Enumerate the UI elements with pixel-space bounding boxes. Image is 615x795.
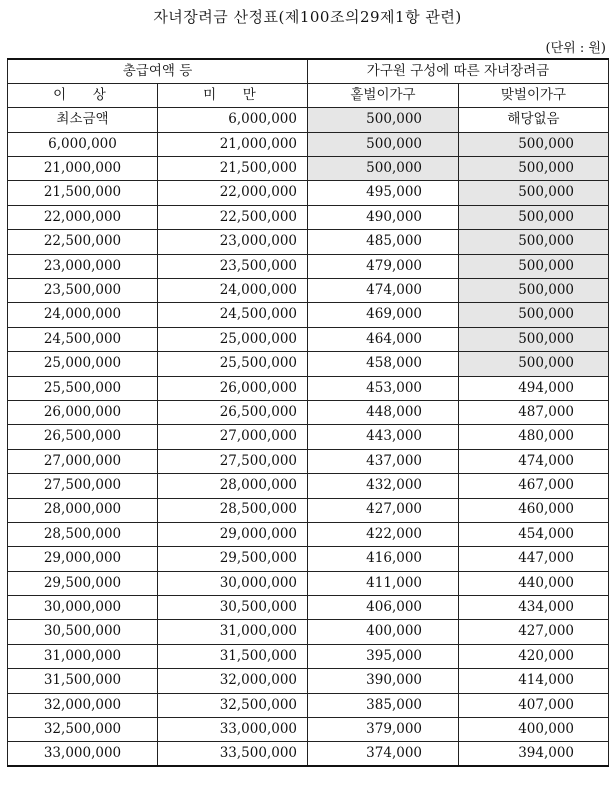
dual-earner-cell: 427,000 (459, 620, 609, 644)
dual-earner-cell: 487,000 (459, 400, 609, 424)
table-row (8, 205, 609, 229)
income-from-cell: 27,000,000 (8, 449, 158, 473)
table-row (8, 108, 609, 132)
income-to-cell: 25,500,000 (158, 352, 308, 376)
header-to: 미 만 (158, 83, 308, 107)
single-earner-cell: 416,000 (308, 547, 459, 571)
single-earner-cell: 485,000 (308, 230, 459, 254)
income-to-cell: 31,000,000 (158, 620, 308, 644)
single-earner-cell: 437,000 (308, 449, 459, 473)
income-from-cell: 26,500,000 (8, 425, 158, 449)
dual-earner-cell: 494,000 (459, 376, 609, 400)
dual-earner-cell: 454,000 (459, 522, 609, 546)
single-earner-cell: 500,000 (308, 157, 459, 181)
dual-earner-cell: 480,000 (459, 425, 609, 449)
income-from-cell: 23,000,000 (8, 254, 158, 278)
income-from-cell: 31,500,000 (8, 669, 158, 693)
single-earner-cell: 385,000 (308, 693, 459, 717)
single-earner-cell: 464,000 (308, 327, 459, 351)
single-earner-cell: 432,000 (308, 474, 459, 498)
dual-earner-cell: 500,000 (459, 279, 609, 303)
table-row (8, 400, 609, 424)
income-from-cell: 22,000,000 (8, 205, 158, 229)
table-row (8, 449, 609, 473)
dual-earner-cell: 500,000 (459, 230, 609, 254)
income-from-cell: 6,000,000 (8, 132, 158, 156)
single-earner-cell: 443,000 (308, 425, 459, 449)
single-earner-cell: 422,000 (308, 522, 459, 546)
income-from-cell: 32,500,000 (8, 718, 158, 742)
income-to-cell: 26,500,000 (158, 400, 308, 424)
single-earner-cell: 500,000 (308, 108, 459, 132)
income-from-cell: 25,500,000 (8, 376, 158, 400)
dual-earner-cell: 407,000 (459, 693, 609, 717)
income-to-cell: 30,500,000 (158, 596, 308, 620)
income-from-cell: 24,500,000 (8, 327, 158, 351)
single-earner-cell: 479,000 (308, 254, 459, 278)
income-to-cell: 6,000,000 (158, 108, 308, 132)
income-to-cell: 28,500,000 (158, 498, 308, 522)
unit-note: (단위 : 원) (545, 41, 606, 56)
single-earner-cell: 379,000 (308, 718, 459, 742)
single-earner-cell: 400,000 (308, 620, 459, 644)
table-row (8, 522, 609, 546)
dual-earner-cell: 414,000 (459, 669, 609, 693)
table-row (8, 644, 609, 668)
income-from-cell: 22,500,000 (8, 230, 158, 254)
table-row (8, 230, 609, 254)
single-earner-cell: 490,000 (308, 205, 459, 229)
income-to-cell: 29,000,000 (158, 522, 308, 546)
header-single-earner: 홑벌이가구 (308, 83, 459, 107)
dual-earner-cell: 447,000 (459, 547, 609, 571)
income-to-cell: 21,000,000 (158, 132, 308, 156)
table-row (8, 718, 609, 742)
income-to-cell: 26,000,000 (158, 376, 308, 400)
header-group-row (8, 59, 609, 83)
dual-earner-cell: 400,000 (459, 718, 609, 742)
single-earner-cell: 453,000 (308, 376, 459, 400)
table-row (8, 571, 609, 595)
income-to-cell: 22,000,000 (158, 181, 308, 205)
single-earner-cell: 469,000 (308, 303, 459, 327)
income-from-cell: 24,000,000 (8, 303, 158, 327)
header-income: 총급여액 등 (8, 59, 308, 83)
single-earner-cell: 427,000 (308, 498, 459, 522)
dual-earner-cell: 500,000 (459, 132, 609, 156)
income-to-cell: 23,500,000 (158, 254, 308, 278)
single-earner-cell: 395,000 (308, 644, 459, 668)
table-row (8, 620, 609, 644)
table-row (8, 669, 609, 693)
income-to-cell: 29,500,000 (158, 547, 308, 571)
income-from-cell: 33,000,000 (8, 742, 158, 766)
table-row (8, 425, 609, 449)
table-row (8, 181, 609, 205)
dual-earner-cell: 420,000 (459, 644, 609, 668)
single-earner-cell: 411,000 (308, 571, 459, 595)
calculation-table (7, 58, 609, 767)
dual-earner-cell: 500,000 (459, 352, 609, 376)
income-from-cell: 29,500,000 (8, 571, 158, 595)
single-earner-cell: 500,000 (308, 132, 459, 156)
dual-earner-cell: 474,000 (459, 449, 609, 473)
table-row (8, 376, 609, 400)
dual-earner-cell: 500,000 (459, 254, 609, 278)
single-earner-cell: 406,000 (308, 596, 459, 620)
table-row (8, 474, 609, 498)
table-row (8, 327, 609, 351)
income-from-cell: 23,500,000 (8, 279, 158, 303)
income-from-cell: 27,500,000 (8, 474, 158, 498)
table-row (8, 157, 609, 181)
income-to-cell: 24,000,000 (158, 279, 308, 303)
header-from: 이 상 (8, 83, 158, 107)
income-to-cell: 24,500,000 (158, 303, 308, 327)
table-row (8, 498, 609, 522)
income-to-cell: 32,500,000 (158, 693, 308, 717)
single-earner-cell: 495,000 (308, 181, 459, 205)
table-row (8, 693, 609, 717)
single-earner-cell: 474,000 (308, 279, 459, 303)
table-row (8, 303, 609, 327)
dual-earner-cell: 394,000 (459, 742, 609, 766)
header-column-row (8, 83, 609, 107)
income-to-cell: 30,000,000 (158, 571, 308, 595)
dual-earner-cell: 460,000 (459, 498, 609, 522)
income-from-cell: 최소금액 (8, 108, 158, 132)
income-to-cell: 33,500,000 (158, 742, 308, 766)
income-from-cell: 31,000,000 (8, 644, 158, 668)
income-to-cell: 27,500,000 (158, 449, 308, 473)
income-from-cell: 29,000,000 (8, 547, 158, 571)
income-to-cell: 22,500,000 (158, 205, 308, 229)
single-earner-cell: 390,000 (308, 669, 459, 693)
income-from-cell: 30,500,000 (8, 620, 158, 644)
dual-earner-cell: 434,000 (459, 596, 609, 620)
table-row (8, 742, 609, 766)
dual-earner-cell: 467,000 (459, 474, 609, 498)
dual-earner-cell: 500,000 (459, 181, 609, 205)
dual-earner-cell: 500,000 (459, 157, 609, 181)
dual-earner-cell: 500,000 (459, 327, 609, 351)
income-to-cell: 23,000,000 (158, 230, 308, 254)
income-to-cell: 25,000,000 (158, 327, 308, 351)
income-to-cell: 28,000,000 (158, 474, 308, 498)
income-from-cell: 26,000,000 (8, 400, 158, 424)
income-to-cell: 27,000,000 (158, 425, 308, 449)
income-from-cell: 21,500,000 (8, 181, 158, 205)
table-row (8, 279, 609, 303)
income-from-cell: 28,500,000 (8, 522, 158, 546)
income-from-cell: 25,000,000 (8, 352, 158, 376)
income-to-cell: 21,500,000 (158, 157, 308, 181)
income-from-cell: 28,000,000 (8, 498, 158, 522)
table-row (8, 596, 609, 620)
dual-earner-cell: 500,000 (459, 205, 609, 229)
income-to-cell: 32,000,000 (158, 669, 308, 693)
income-to-cell: 31,500,000 (158, 644, 308, 668)
page-title: 자녀장려금 산정표(제100조의29제1항 관련) (153, 8, 462, 26)
dual-earner-cell: 500,000 (459, 303, 609, 327)
table-row (8, 352, 609, 376)
table-row (8, 254, 609, 278)
single-earner-cell: 374,000 (308, 742, 459, 766)
table-row (8, 547, 609, 571)
header-dual-earner: 맞벌이가구 (459, 83, 609, 107)
dual-earner-cell: 해당없음 (459, 108, 609, 132)
header-household: 가구원 구성에 따른 자녀장려금 (308, 59, 609, 83)
income-from-cell: 32,000,000 (8, 693, 158, 717)
single-earner-cell: 458,000 (308, 352, 459, 376)
table-row (8, 132, 609, 156)
single-earner-cell: 448,000 (308, 400, 459, 424)
income-from-cell: 21,000,000 (8, 157, 158, 181)
income-from-cell: 30,000,000 (8, 596, 158, 620)
dual-earner-cell: 440,000 (459, 571, 609, 595)
income-to-cell: 33,000,000 (158, 718, 308, 742)
